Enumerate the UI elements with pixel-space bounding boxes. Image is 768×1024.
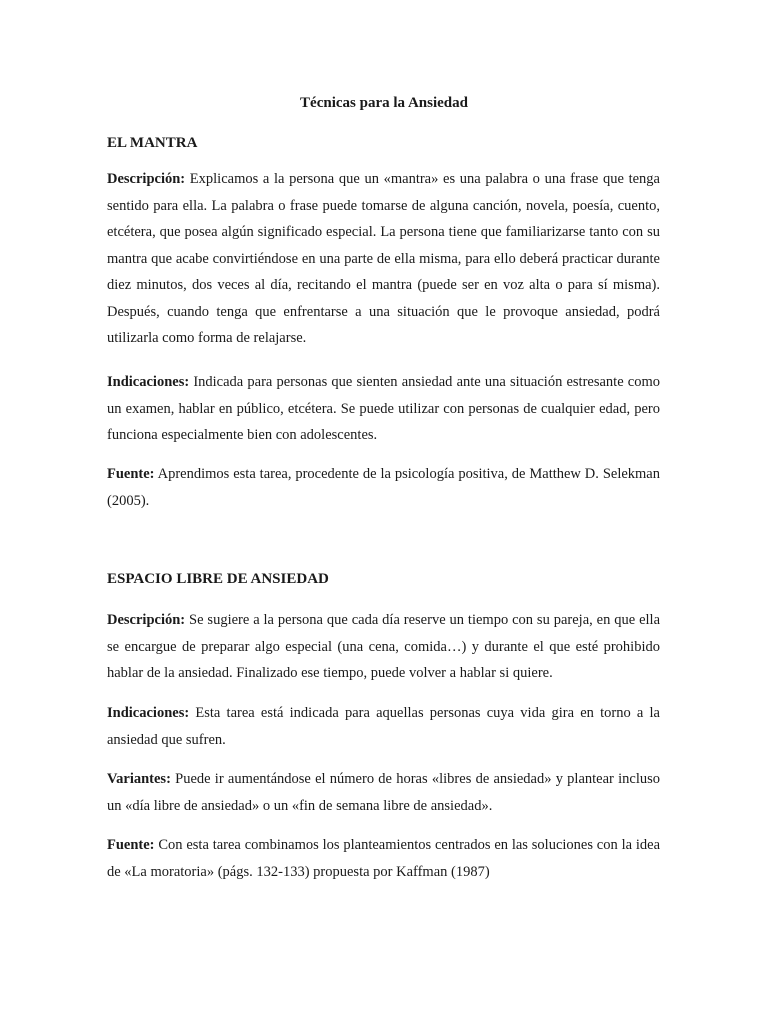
paragraph-indicaciones	[107, 369, 660, 449]
section-heading-el-mantra: EL MANTRA	[107, 135, 198, 151]
paragraph-label: Descripción:	[107, 612, 186, 628]
paragraph-text: Indicada para personas que sienten ansiedad ante una situación estresante como un examen, hablar en público, etcétera. Se puede utilizar con personas de cualquier edad, pero funciona especialmente bien con adolescentes.	[107, 374, 660, 443]
paragraph-variantes	[107, 766, 660, 819]
paragraph-indicaciones	[107, 700, 660, 753]
paragraph-label: Fuente:	[107, 837, 155, 853]
paragraph-text: Puede ir aumentándose el número de horas «libres de ansiedad» y plantear incluso un «día libre de ansiedad» o un «fin de semana libre de ansiedad».	[107, 771, 660, 814]
paragraph-text: Con esta tarea combinamos los planteamientos centrados en las soluciones con la idea de «La moratoria» (págs. 132-133) propuesta por Kaffman (1987)	[107, 837, 661, 880]
paragraph-text: Esta tarea está indicada para aquellas personas cuya vida gira en torno a la ansiedad que sufren.	[107, 705, 660, 748]
paragraph-text: Explicamos a la persona que un «mantra» es una palabra o una frase que tenga sentido para ella. La palabra o frase puede tomarse de alguna canción, novela, poesía, cuento, etcétera, que posea algún significado especial. La persona tiene que familiarizarse tanto con su mantra que acabe convirtiéndose en una parte de ella misma, para ello deberá practicar durante diez minutos, dos veces al día, recitando el mantra (puede ser en voz alta o para sí misma). Después, cuando tenga que enfrentarse a una situación que le provoque ansiedad, podrá utilizarla como forma de relajarse.	[107, 171, 660, 346]
paragraph-fuente	[107, 832, 660, 885]
document-title: Técnicas para la Ansiedad	[300, 95, 468, 111]
paragraph-text: Se sugiere a la persona que cada día reserve un tiempo con su pareja, en que ella se encargue de preparar algo especial (una cena, comida…) y durante el que esté prohibido hablar de la ansiedad. Finalizado ese tiempo, puede volver a hablar si quiere.	[107, 612, 661, 681]
paragraph-label: Indicaciones:	[107, 374, 190, 390]
paragraph-descripcion	[107, 607, 660, 687]
section-heading-espacio-libre: ESPACIO LIBRE DE ANSIEDAD	[107, 571, 329, 587]
paragraph-label: Indicaciones:	[107, 705, 190, 721]
paragraph-label: Variantes:	[107, 771, 171, 787]
paragraph-fuente	[107, 461, 660, 514]
paragraph-text: Aprendimos esta tarea, procedente de la psicología positiva, de Matthew D. Selekman (2005).	[107, 466, 660, 509]
paragraph-descripcion	[107, 166, 660, 352]
paragraph-label: Descripción:	[107, 171, 186, 187]
paragraph-label: Fuente:	[107, 466, 155, 482]
